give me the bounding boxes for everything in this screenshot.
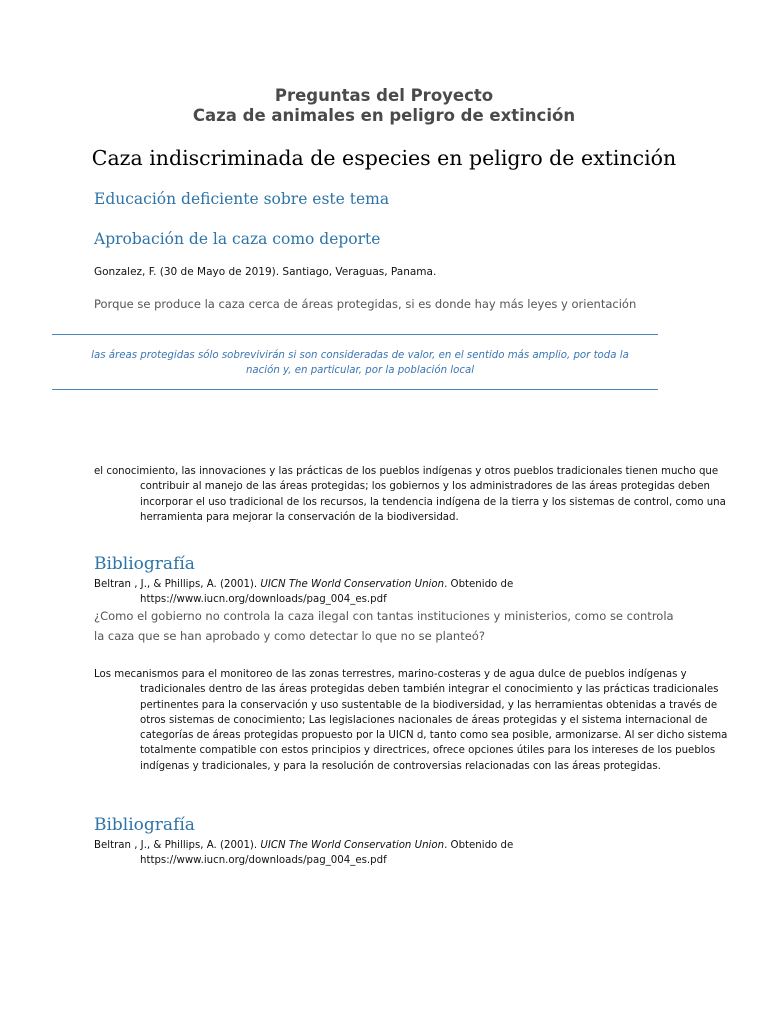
bibliography-entry-2 [94, 838, 730, 868]
header-line-1: Preguntas del Proyecto [274, 86, 494, 105]
block-quote: las áreas protegidas sólo sobrevivirán si son consideradas de valor, en el sentido más amplio, por toda la nación y, en particular, por la población local [91, 350, 629, 376]
bib-1-authors: Beltran , J., & Phillips, A. (2001). [94, 579, 261, 590]
main-title: Caza indiscriminada de especies en peligro de extinción [91, 146, 677, 170]
paragraph-1: el conocimiento, las innovaciones y las prácticas de los pueblos indígenas y otros pueblos tradicionales tienen mucho que contribuir al manejo de las áreas protegidas; los gobiernos y los administradores de las áreas protegidas deben incorporar el uso tradicional de los recursos, la tendencia indígena de la tierra y los sistemas de control, como una herramienta para mejorar la conservación de la biodiversidad. [94, 466, 726, 523]
bib-1-rest: . Obtenido de https://www.iucn.org/downloads/pag_004_es.pdf [140, 579, 514, 605]
subheading-hunting-sport: Aprobación de la caza como deporte [94, 230, 381, 248]
header-line-2: Caza de animales en peligro de extinción [192, 106, 576, 125]
subheading-education: Educación deficiente sobre este tema [94, 190, 390, 208]
quote-top-rule [52, 334, 658, 335]
question-2: ¿Como el gobierno no controla la caza ilegal con tantas instituciones y ministerios, como se controla la caza que se han aprobado y como detectar lo que no se planteó? [94, 609, 674, 643]
bibliography-entry-1 [94, 577, 730, 607]
bib-1-title: UICN The World Conservation Union [260, 579, 445, 590]
bib-2-rest: . Obtenido de https://www.iucn.org/downloads/pag_004_es.pdf [140, 840, 514, 866]
paragraph-2: Los mecanismos para el monitoreo de las zonas terrestres, marino-costeras y de agua dulce de pueblos indígenas y tradicionales dentro de las áreas protegidas deben también integrar el conocimiento y las prácticas tradicionales pertinentes para la conservación y uso sustentable de la biodiversidad, y las herramientas obtenidas a través de otros sistemas de conocimiento; Las legislaciones nacionales de áreas protegidas y el sistema internacional de categorías de áreas protegidas propuesto por la UICN d, tanto como sea posible, armonizarse. Al ser dicho sistema totalmente compatible con estos principios y directrices, ofrece opciones útiles para los intereses de los pueblos indígenas y tradicionales, y para la resolución de controversias relacionadas con las áreas protegidas. [94, 669, 728, 772]
bib-2-title: UICN The World Conservation Union [260, 840, 445, 851]
bibliography-heading-1: Bibliografía [94, 554, 195, 574]
citation: Gonzalez, F. (30 de Mayo de 2019). Santiago, Veraguas, Panama. [94, 266, 437, 278]
bib-2-authors: Beltran , J., & Phillips, A. (2001). [94, 840, 261, 851]
question-1: Porque se produce la caza cerca de áreas protegidas, si es donde hay más leyes y orientación [94, 297, 637, 311]
quote-bottom-rule [52, 389, 658, 390]
document-header [0, 86, 768, 126]
bibliography-heading-2: Bibliografía [94, 815, 195, 835]
